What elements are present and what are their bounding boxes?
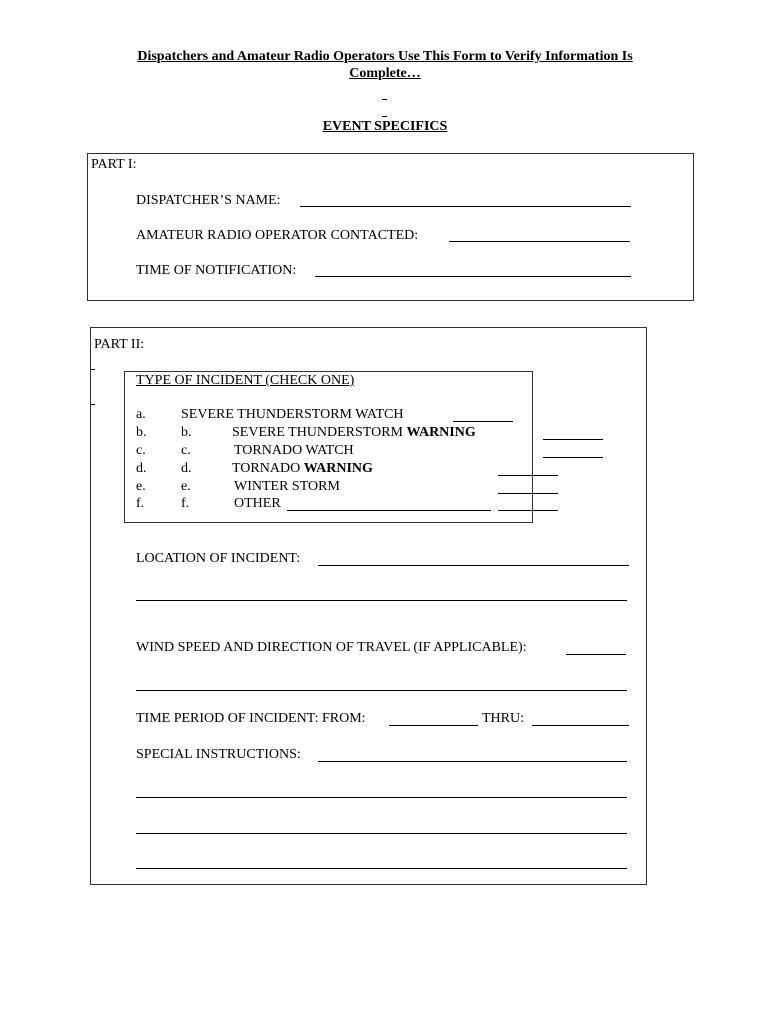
incident-label — [232, 425, 476, 441]
incident-label: SEVERE THUNDERSTORM WATCH — [181, 407, 404, 422]
incident-sublabel: c. — [181, 443, 191, 458]
incident-letter: a. — [136, 407, 146, 422]
radio-operator-label: AMATEUR RADIO OPERATOR CONTACTED: — [136, 228, 419, 243]
wind-field[interactable] — [566, 654, 626, 655]
dispatcher-name-field[interactable] — [300, 206, 631, 207]
stray-mark — [90, 369, 95, 370]
time-of-notification-label: TIME OF NOTIFICATION: — [136, 263, 297, 278]
incident-letter: b. — [136, 425, 147, 440]
incident-check-field[interactable] — [543, 457, 603, 458]
part2-label: PART II: — [94, 337, 145, 352]
incident-bold: WARNING — [303, 461, 373, 476]
incident-letter: d. — [136, 461, 147, 476]
location-field[interactable] — [318, 565, 629, 566]
form-title-line2: Complete… — [349, 66, 421, 81]
stray-mark — [382, 99, 387, 100]
incident-letter: f. — [136, 496, 145, 511]
incident-label: TORNADO WATCH — [234, 443, 354, 458]
thru-label: THRU: — [482, 711, 524, 726]
time-period-label: TIME PERIOD OF INCIDENT: FROM: — [136, 711, 366, 726]
special-instructions-label: SPECIAL INSTRUCTIONS: — [136, 747, 301, 762]
incident-sublabel: b. — [181, 425, 192, 440]
incident-label: OTHER — [234, 496, 281, 511]
special-instructions-field-3[interactable] — [136, 833, 627, 834]
special-instructions-field[interactable] — [318, 761, 627, 762]
wind-field-2[interactable] — [136, 690, 627, 691]
form-title-line1: Dispatchers and Amateur Radio Operators Use This Form to Verify Information Is — [137, 49, 633, 64]
incident-check-field[interactable] — [498, 493, 558, 494]
incident-bold: WARNING — [406, 425, 476, 440]
incident-text: SEVERE THUNDERSTORM — [232, 425, 407, 440]
incident-check-field[interactable] — [498, 475, 558, 476]
time-from-field[interactable] — [389, 725, 478, 726]
incident-sublabel: e. — [181, 479, 191, 494]
location-label: LOCATION OF INCIDENT: — [136, 551, 301, 566]
incident-check-field[interactable] — [498, 510, 558, 511]
incident-sublabel: d. — [181, 461, 192, 476]
wind-label: WIND SPEED AND DIRECTION OF TRAVEL (IF APPLICABLE): — [136, 640, 527, 655]
time-of-notification-field[interactable] — [315, 276, 631, 277]
dispatcher-name-label: DISPATCHER’S NAME: — [136, 193, 281, 208]
radio-operator-field[interactable] — [449, 241, 630, 242]
incident-letter: c. — [136, 443, 146, 458]
stray-mark — [382, 116, 387, 117]
incident-label: WINTER STORM — [234, 479, 340, 494]
incident-text: TORNADO — [232, 461, 304, 476]
incident-sublabel: f. — [181, 496, 190, 511]
special-instructions-field-2[interactable] — [136, 797, 627, 798]
location-field-2[interactable] — [136, 600, 627, 601]
incident-label — [232, 461, 373, 477]
special-instructions-field-4[interactable] — [136, 868, 627, 869]
incident-letter: e. — [136, 479, 146, 494]
incident-check-field[interactable] — [543, 439, 603, 440]
incident-type-header: TYPE OF INCIDENT (CHECK ONE) — [136, 373, 355, 388]
incident-check-field[interactable] — [453, 421, 513, 422]
section-title: EVENT SPECIFICS — [322, 119, 448, 134]
time-thru-field[interactable] — [532, 725, 629, 726]
part1-label: PART I: — [91, 157, 137, 172]
other-description-field[interactable] — [287, 510, 491, 511]
stray-mark — [90, 404, 95, 405]
